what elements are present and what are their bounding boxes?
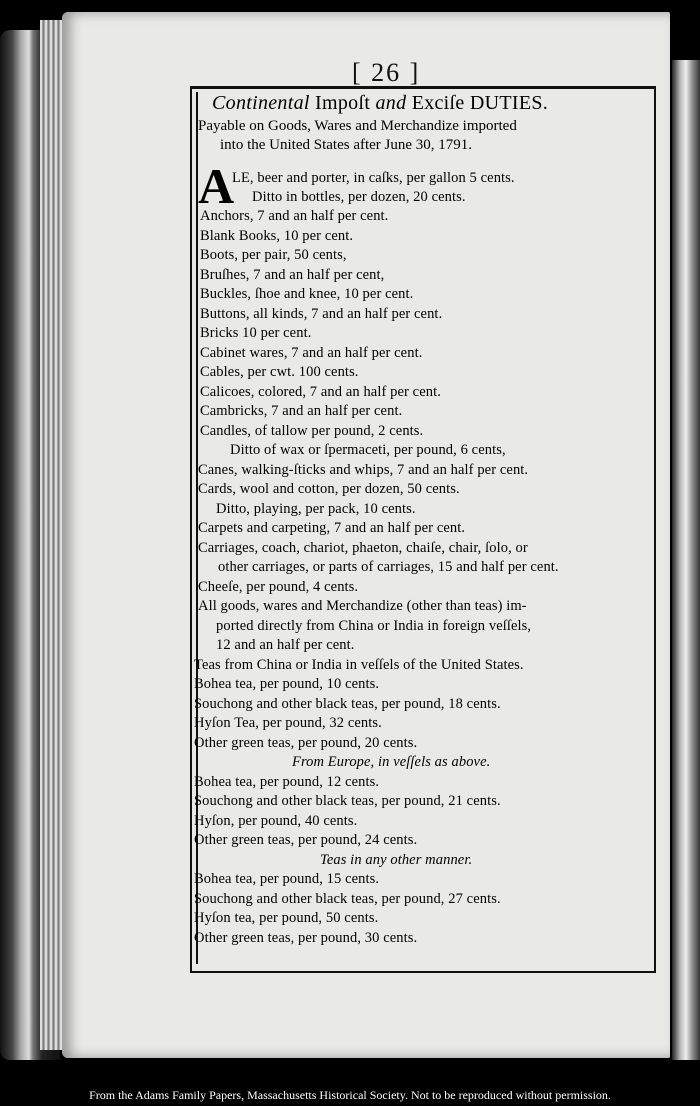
duty-entry: Blank Books, 10 per cent.	[200, 228, 354, 244]
title-impost: Impoſt	[309, 92, 376, 114]
duty-entry: Buttons, all kinds, 7 and an half per cent.	[200, 306, 443, 322]
section-heading: From Europe, in veſſels as above.	[292, 754, 491, 770]
duty-entry: Cables, per cwt. 100 cents.	[200, 364, 359, 380]
duty-entry: Other green teas, per pound, 24 cents.	[194, 832, 418, 848]
duty-entry: other carriages, or parts of carriages, 15 and half per cent.	[218, 559, 559, 575]
subtitle-line-2: into the United States after June 30, 1791.	[220, 137, 473, 153]
subtitle-line-1: Payable on Goods, Wares and Merchandize imported	[198, 118, 517, 134]
duty-entry: Hyſon tea, per pound, 50 cents.	[194, 910, 379, 926]
duty-entry: Teas from China or India in veſſels of the United States.	[194, 657, 524, 673]
duty-entry: Ditto in bottles, per dozen, 20 cents.	[252, 189, 466, 205]
duty-entry: 12 and an half per cent.	[216, 637, 355, 653]
title-and: and	[375, 92, 407, 114]
duty-entry: Ditto, playing, per pack, 10 cents.	[216, 501, 416, 517]
duty-entry: All goods, wares and Merchandize (other than teas) im-	[198, 598, 527, 614]
subtitle	[198, 117, 652, 155]
page-title	[212, 92, 548, 115]
duty-entry: Bohea tea, per pound, 10 cents.	[194, 676, 380, 692]
title-continental: Continental	[212, 92, 310, 114]
drop-cap: A	[198, 158, 235, 214]
section-heading: Teas in any other manner.	[320, 852, 473, 868]
duty-entry: Buckles, ſhoe and knee, 10 per cent.	[200, 286, 414, 302]
duty-entry: Cambricks, 7 and an half per cent.	[200, 403, 403, 419]
duty-entry: Bohea tea, per pound, 15 cents.	[194, 871, 380, 887]
page-number: [ 26 ]	[352, 58, 421, 87]
title-excise-duties: Exciſe DUTIES.	[406, 92, 549, 114]
duty-entry: Bruſhes, 7 and an half per cent,	[200, 267, 385, 283]
duty-entry: Cabinet wares, 7 and an half per cent.	[200, 345, 423, 361]
duty-entry: Boots, per pair, 50 cents,	[200, 247, 347, 263]
duty-entry: Cards, wool and cotton, per dozen, 50 cents.	[198, 481, 460, 497]
duty-entry: Candles, of tallow per pound, 2 cents.	[200, 423, 424, 439]
duty-entry: Other green teas, per pound, 20 cents.	[194, 735, 418, 751]
duty-entry: Hyſon, per pound, 40 cents.	[194, 813, 358, 829]
credit-line: From the Adams Family Papers, Massachusetts Historical Society. Not to be reproduced without permission.	[89, 1088, 611, 1102]
duty-entry: Canes, walking-ſticks and whips, 7 and an half per cent.	[198, 462, 529, 478]
duty-entry: Souchong and other black teas, per pound, 18 cents.	[194, 696, 501, 712]
right-page-edge	[672, 60, 700, 1060]
duty-entry: Carriages, coach, chariot, phaeton, chaiſe, chair, ſolo, or	[198, 540, 528, 556]
duty-entry: Hyſon Tea, per pound, 32 cents.	[194, 715, 382, 731]
duty-entry: Bohea tea, per pound, 12 cents.	[194, 774, 380, 790]
duty-entry: Ditto of wax or ſpermaceti, per pound, 6 cents,	[230, 442, 506, 458]
duty-entry: Calicoes, colored, 7 and an half per cent.	[200, 384, 441, 400]
duty-entry: LE, beer and porter, in caſks, per gallon 5 cents.	[232, 170, 515, 186]
duty-entry: Souchong and other black teas, per pound, 21 cents.	[194, 793, 501, 809]
duty-entry: Souchong and other black teas, per pound, 27 cents.	[194, 891, 501, 907]
duty-entry: Carpets and carpeting, 7 and an half per cent.	[198, 520, 466, 536]
duty-entry: ported directly from China or India in foreign veſſels,	[216, 618, 532, 634]
duty-entry: Cheeſe, per pound, 4 cents.	[198, 579, 359, 595]
duty-entry: Other green teas, per pound, 30 cents.	[194, 930, 418, 946]
duty-entry: Anchors, 7 and an half per cent.	[200, 208, 389, 224]
duty-entry: Bricks 10 per cent.	[200, 325, 312, 341]
